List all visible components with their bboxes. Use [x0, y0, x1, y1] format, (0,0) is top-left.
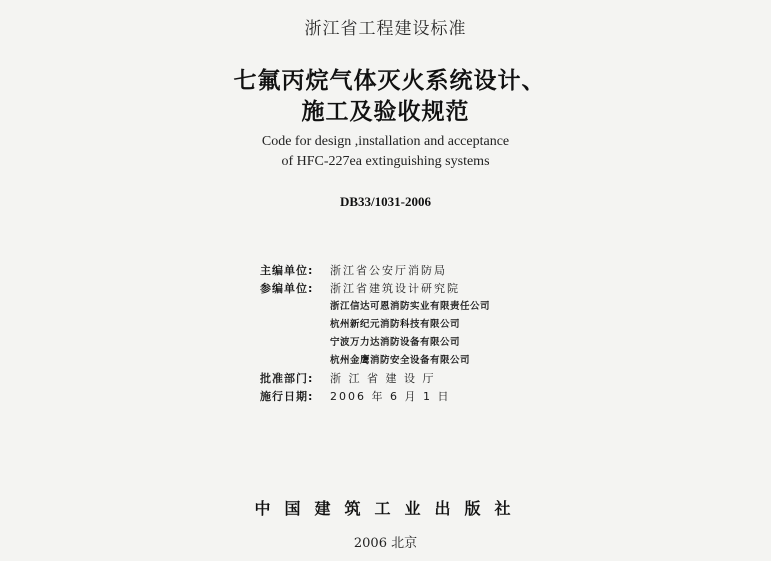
- publication-year-place: 2006 北京: [353, 536, 418, 551]
- participating-row: [260, 280, 460, 296]
- participating-value-2: 浙江信达可恩消防实业有限责任公司: [330, 301, 491, 312]
- participating-row-5: [260, 352, 470, 366]
- approval-value: 浙 江 省 建 设 厅: [330, 372, 436, 385]
- participating-row-2: [260, 298, 490, 312]
- participating-label: 参编单位:: [260, 282, 314, 295]
- title-en-line-1: Code for design ,installation and acceptance: [261, 134, 510, 149]
- title-cn-line-1: 七氟丙烷气体灭火系统设计、: [233, 68, 546, 94]
- standard-series: 浙江省工程建设标准: [304, 19, 467, 39]
- title-en-line-2: of HFC-227ea extinguishing systems: [281, 154, 490, 169]
- publisher: 中国建筑工业出版社: [254, 499, 525, 518]
- participating-value-5: 杭州金鹰消防安全设备有限公司: [330, 355, 471, 366]
- chief-editor-value: 浙江省公安厅消防局: [330, 264, 447, 277]
- chief-editor-label: 主编单位:: [260, 264, 314, 277]
- effective-date-label: 施行日期:: [260, 390, 314, 403]
- effective-date-row: [260, 388, 450, 404]
- participating-value-1: 浙江省建筑设计研究院: [330, 282, 460, 295]
- participating-value-3: 杭州新纪元消防科技有限公司: [330, 319, 461, 330]
- approval-row: [260, 370, 435, 386]
- participating-row-4: [260, 334, 460, 348]
- standard-code: DB33/1031-2006: [340, 194, 431, 209]
- effective-date-value: 2006 年 6 月 1 日: [330, 390, 451, 403]
- chief-editor-row: [260, 262, 447, 278]
- participating-row-3: [260, 316, 460, 330]
- approval-label: 批准部门:: [260, 372, 314, 385]
- participating-value-4: 宁波万力达消防设备有限公司: [330, 337, 461, 348]
- title-cn-line-2: 施工及验收规范: [301, 99, 470, 125]
